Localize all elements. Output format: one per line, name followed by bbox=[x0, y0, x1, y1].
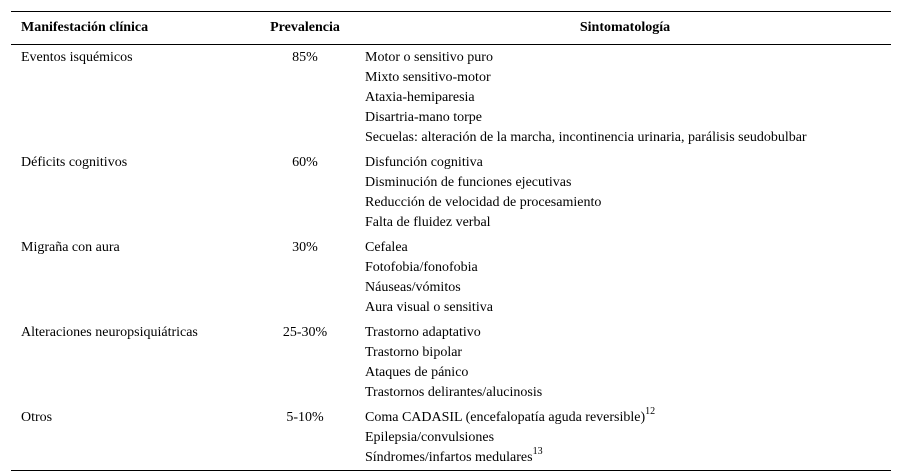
symptom-text: Coma CADASIL (encefalopatía aguda reversible) bbox=[365, 410, 646, 425]
symptom-text: Ataxia-hemiparesia bbox=[365, 90, 475, 105]
reference-superscript: 12 bbox=[645, 406, 656, 418]
prevalence-cell: 5-10% bbox=[286, 410, 324, 425]
symptom-text: Trastorno bipolar bbox=[365, 345, 463, 360]
symptom-text: Mixto sensitivo-motor bbox=[365, 70, 491, 85]
table-row bbox=[11, 45, 891, 151]
symptom-text: Disartria-mano torpe bbox=[365, 110, 483, 125]
symptoms-cell bbox=[359, 45, 891, 151]
symptom-item bbox=[365, 88, 891, 108]
symptom-item bbox=[365, 323, 891, 343]
symptom-item bbox=[365, 448, 891, 468]
symptom-text: Ataques de pánico bbox=[365, 365, 469, 380]
header-manifestation: Manifestación clínica bbox=[21, 20, 149, 35]
prevalence-cell: 60% bbox=[292, 155, 318, 170]
manifestation-cell: Otros bbox=[21, 410, 53, 425]
header-prevalence: Prevalencia bbox=[270, 20, 340, 35]
symptom-text: Síndromes/infartos medulares bbox=[365, 450, 533, 465]
symptom-text: Falta de fluidez verbal bbox=[365, 215, 491, 230]
manifestation-cell: Déficits cognitivos bbox=[21, 155, 128, 170]
symptom-item bbox=[365, 128, 891, 148]
symptom-text: Fotofobia/fonofobia bbox=[365, 260, 478, 275]
prevalence-cell: 85% bbox=[292, 50, 318, 65]
symptom-item bbox=[365, 173, 891, 193]
prevalence-cell: 30% bbox=[292, 240, 318, 255]
symptom-item bbox=[365, 258, 891, 278]
symptom-text: Secuelas: alteración de la marcha, incontinencia urinaria, parálisis seudobulbar bbox=[365, 130, 807, 145]
table-row bbox=[11, 150, 891, 235]
symptom-item bbox=[365, 213, 891, 233]
symptoms-cell bbox=[359, 405, 891, 471]
symptom-text: Náuseas/vómitos bbox=[365, 280, 461, 295]
symptom-item bbox=[365, 278, 891, 298]
manifestation-cell: Alteraciones neuropsiquiátricas bbox=[21, 325, 198, 340]
symptom-item bbox=[365, 383, 891, 403]
clinical-table-container bbox=[11, 11, 891, 471]
symptom-text: Reducción de velocidad de procesamiento bbox=[365, 195, 602, 210]
symptoms-cell bbox=[359, 150, 891, 235]
table-row bbox=[11, 405, 891, 471]
symptom-text: Motor o sensitivo puro bbox=[365, 50, 493, 65]
symptom-item bbox=[365, 238, 891, 258]
symptom-text: Cefalea bbox=[365, 240, 408, 255]
table-row bbox=[11, 235, 891, 320]
symptom-text: Disfunción cognitiva bbox=[365, 155, 483, 170]
symptom-item bbox=[365, 48, 891, 68]
symptom-text: Epilepsia/convulsiones bbox=[365, 430, 495, 445]
symptom-text: Trastornos delirantes/alucinosis bbox=[365, 385, 543, 400]
symptom-text: Aura visual o sensitiva bbox=[365, 300, 493, 315]
symptoms-cell bbox=[359, 235, 891, 320]
symptom-text: Disminución de funciones ejecutivas bbox=[365, 175, 572, 190]
symptom-item bbox=[365, 108, 891, 128]
table-row bbox=[11, 320, 891, 405]
symptom-item bbox=[365, 153, 891, 173]
clinical-manifestations-table bbox=[11, 11, 891, 471]
symptom-item bbox=[365, 298, 891, 318]
symptom-item bbox=[365, 193, 891, 213]
table-header-row bbox=[11, 12, 891, 45]
symptom-item bbox=[365, 408, 891, 428]
symptom-item bbox=[365, 343, 891, 363]
symptoms-cell bbox=[359, 320, 891, 405]
table-body bbox=[11, 45, 891, 471]
symptom-item bbox=[365, 363, 891, 383]
symptom-text: Trastorno adaptativo bbox=[365, 325, 481, 340]
prevalence-cell: 25-30% bbox=[282, 325, 328, 340]
manifestation-cell: Migraña con aura bbox=[21, 240, 120, 255]
manifestation-cell: Eventos isquémicos bbox=[21, 50, 133, 65]
symptom-item bbox=[365, 68, 891, 88]
header-symptoms: Sintomatología bbox=[579, 20, 671, 35]
symptom-item bbox=[365, 428, 891, 448]
reference-superscript: 13 bbox=[532, 446, 543, 458]
